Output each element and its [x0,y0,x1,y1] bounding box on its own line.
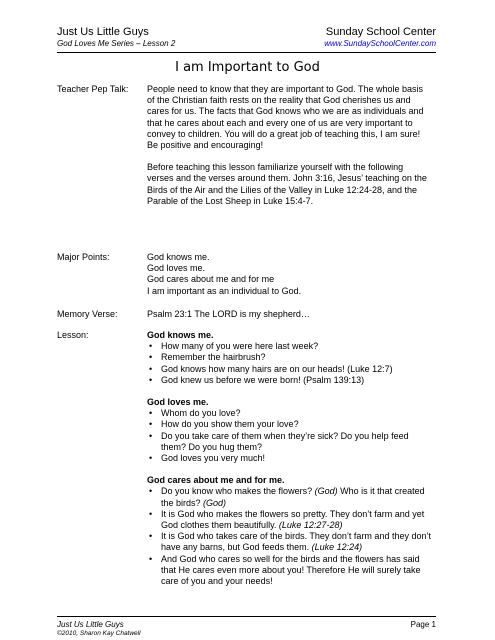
bullet-icon: • [149,486,153,497]
bullet-icon: • [149,352,153,363]
bullet-icon: • [149,453,153,464]
header-right [324,26,436,48]
lesson-label: Lesson: [57,330,89,340]
lesson-content [147,330,432,587]
bullet-icon: • [149,363,153,374]
bullet-icon: • [149,408,153,419]
lesson-group-cares [147,475,432,587]
section-heading: God cares about me and for me. [147,475,285,486]
bullet-icon: • [149,374,153,385]
footer-left [57,620,141,637]
major-point: God loves me. [147,263,206,274]
section-heading: God loves me. [147,397,209,408]
header-brand: Just Us Little Guys [57,26,149,38]
footer-brand: Just Us Little Guys [57,620,124,629]
major-point: I am important as an individual to God. [147,285,302,296]
list-item: • Do you know who makes the flowers? (God) Who is it that created the birds? (God) [149,486,425,508]
footer-divider [57,616,436,617]
header-center-name: Sunday School Center [325,26,436,38]
bullet-icon: • [149,430,153,441]
lesson-group-knows [147,330,432,386]
header-series: God Loves Me Series – Lesson 2 [57,39,176,48]
list-item: • Do you take care of them when they’re sick? Do you help feed them? Do you hug them? [149,430,409,452]
pep-talk-content [147,84,432,207]
bullet-icon: • [149,531,153,542]
footer-copyright: ©2010, Sharon Kay Chatwell [57,630,141,637]
memory-verse-text: Psalm 23:1 The LORD is my shepherd… [147,309,310,319]
bullet-icon: • [149,419,153,430]
header-url-link[interactable]: www.SundaySchoolCenter.com [324,39,436,48]
major-points-label: Major Points: [57,252,110,262]
list-item: • God knows how many hairs are on our heads! (Luke 12:7) [149,363,393,374]
bullet-icon: • [149,508,153,519]
bullet-icon: • [149,553,153,564]
header-left [57,26,175,48]
memory-verse-label: Memory Verse: [57,309,118,319]
header-divider [57,52,436,53]
list-item: • God loves you very much! [149,453,266,464]
pep-talk-paragraph-2: Before teaching this lesson familiarize yourself with the following verses and the verses around them. John 3:16, Jesus’ teaching on the Birds of the Air and the Lilies of the Valley in Luke 12:24-28, and the Parable of the Lost Sheep in Luke 15:4-7. [147,162,427,206]
list-item: • It is God who takes care of the birds. They don’t farm and they don’t have any barns, but God feeds them. (Luke 12:24) [149,531,431,553]
major-points-list [147,252,432,297]
list-item: • Remember the hairbrush? [149,352,266,363]
pep-talk-label: Teacher Pep Talk: [57,84,129,94]
pep-talk-paragraph-1: People need to know that they are important to God. The whole basis of the Christian faith rests on the reality that God cherishes us and cares for us. The facts that God knows who we are as individuals and that he cares about each and every one of us are very important to convey to children. You will do a great job of teaching this, I am sure! Be positive and encouraging! [147,84,424,151]
page-title: I am Important to God [175,60,320,75]
list-item: • God knew us before we were born! (Psalm 139:13) [149,374,365,385]
major-point: God knows me. [147,252,210,262]
bullet-icon: • [149,341,153,352]
list-item: • How do you show them your love? [149,419,299,430]
list-item: • How many of you were here last week? [149,341,319,352]
list-item: • And God who cares so well for the birds and the flowers has said that He cares even more about you! Therefore He will surely take care of you and your needs! [149,553,421,587]
major-point: God cares about me and for me [147,274,275,285]
list-item: • Whom do you love? [149,408,241,419]
page-number: Page 1 [410,620,436,629]
lesson-group-loves [147,397,432,464]
section-heading: God knows me. [147,330,214,340]
list-item: • It is God who makes the flowers so pretty. They don’t farm and yet God clothes them beautifully. (Luke 12:27-28) [149,508,425,531]
